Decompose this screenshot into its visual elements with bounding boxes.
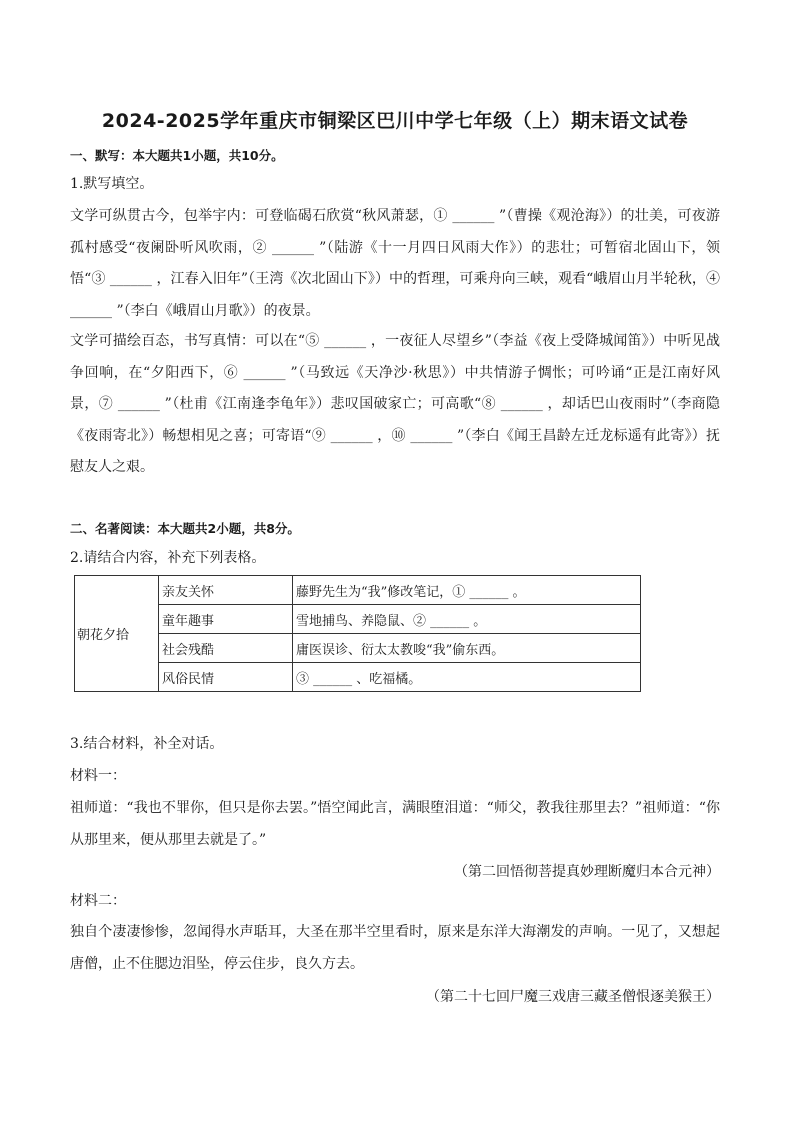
question-1-paragraph-2: 文学可描绘百态，书写真情：可以在“⑤ ______ ，一夜征人尽望乡”（李益《夜上受降城闻笛》）中听见战争回响，在“夕阳西下，⑥ ______ ”（马致远《天净沙·秋思》）中共情游子惆怅；可吟诵“正是江南好风景，⑦ ______ ”（杜甫《江南逢李龟年》）悲叹国破家亡；可高歌“⑧ ______ ，却话巴山夜雨时”（李商隐《夜雨寄北》）畅想相见之喜；可寄语“⑨ ______ ，⑩ ______ ”（李白《闻王昌龄左迁龙标遥有此寄》）抚慰友人之艰。	[70, 333, 720, 475]
table-row	[75, 576, 641, 605]
material-1-label: 材料一：	[70, 768, 126, 784]
material-2-text: 独自个凄凄惨惨，忽闻得水声聒耳，大圣在那半空里看时，原来是东洋大海潮发的声响。一见了，又想起唐僧，止不住腮边泪坠，停云住步，良久方去。	[70, 924, 720, 972]
book-title-cell: 朝花夕拾	[75, 576, 159, 692]
content-cell: ③ ______ 、吃福橘。	[293, 663, 641, 692]
category-cell: 社会残酷	[159, 634, 293, 663]
question-1-paragraph-1: 文学可纵贯古今，包举宇内：可登临碣石欣赏“秋风萧瑟，① ______ ”（曹操《观沧海》）的壮美，可夜游孤村感受“夜阑卧听风吹雨，② ______ ”（陆游《十一月四日风雨大作》）的悲壮；可暂宿北固山下，领悟“③ ______ ，江春入旧年”（王湾《次北固山下》）中的哲理，可乘舟向三峡，观看“峨眉山月半轮秋，④ ______ ”（李白《峨眉山月歌》）的夜景。	[70, 208, 720, 319]
section1-heading: 一、默写：本大题共1小题，共10分。	[70, 148, 284, 163]
content-cell: 藤野先生为“我”修改笔记，① ______ 。	[293, 576, 641, 605]
category-cell: 亲友关怀	[159, 576, 293, 605]
category-cell: 童年趣事	[159, 605, 293, 634]
question-2-label: 2.请结合内容，补充下列表格。	[70, 550, 266, 566]
question-3-label: 3.结合材料，补全对话。	[70, 736, 224, 752]
material-1-text: 祖师道：“我也不罪你，但只是你去罢。”悟空闻此言，满眼堕泪道：“师父，教我往那里去？”祖师道：“你从那里来，便从那里去就是了。”	[70, 800, 720, 848]
section2-heading: 二、名著阅读：本大题共2小题，共8分。	[70, 521, 300, 536]
category-cell: 风俗民情	[159, 663, 293, 692]
reading-table	[74, 575, 641, 692]
question-1-label: 1.默写填空。	[70, 176, 154, 192]
page-title: 2024-2025学年重庆市铜梁区巴川中学七年级（上）期末语文试卷	[101, 110, 689, 132]
material-1-source: （第二回悟彻菩提真妙理断魔归本合元神）	[454, 864, 720, 880]
table-row	[75, 634, 641, 663]
material-2-source: （第二十七回尸魔三戏唐三藏圣僧恨逐美猴王）	[426, 989, 720, 1005]
table-row	[75, 663, 641, 692]
content-cell: 雪地捕鸟、养隐鼠、② ______ 。	[293, 605, 641, 634]
material-2-label: 材料二：	[70, 893, 126, 909]
table-row	[75, 605, 641, 634]
content-cell: 庸医误诊、衍太太教唆“我”偷东西。	[293, 634, 641, 663]
